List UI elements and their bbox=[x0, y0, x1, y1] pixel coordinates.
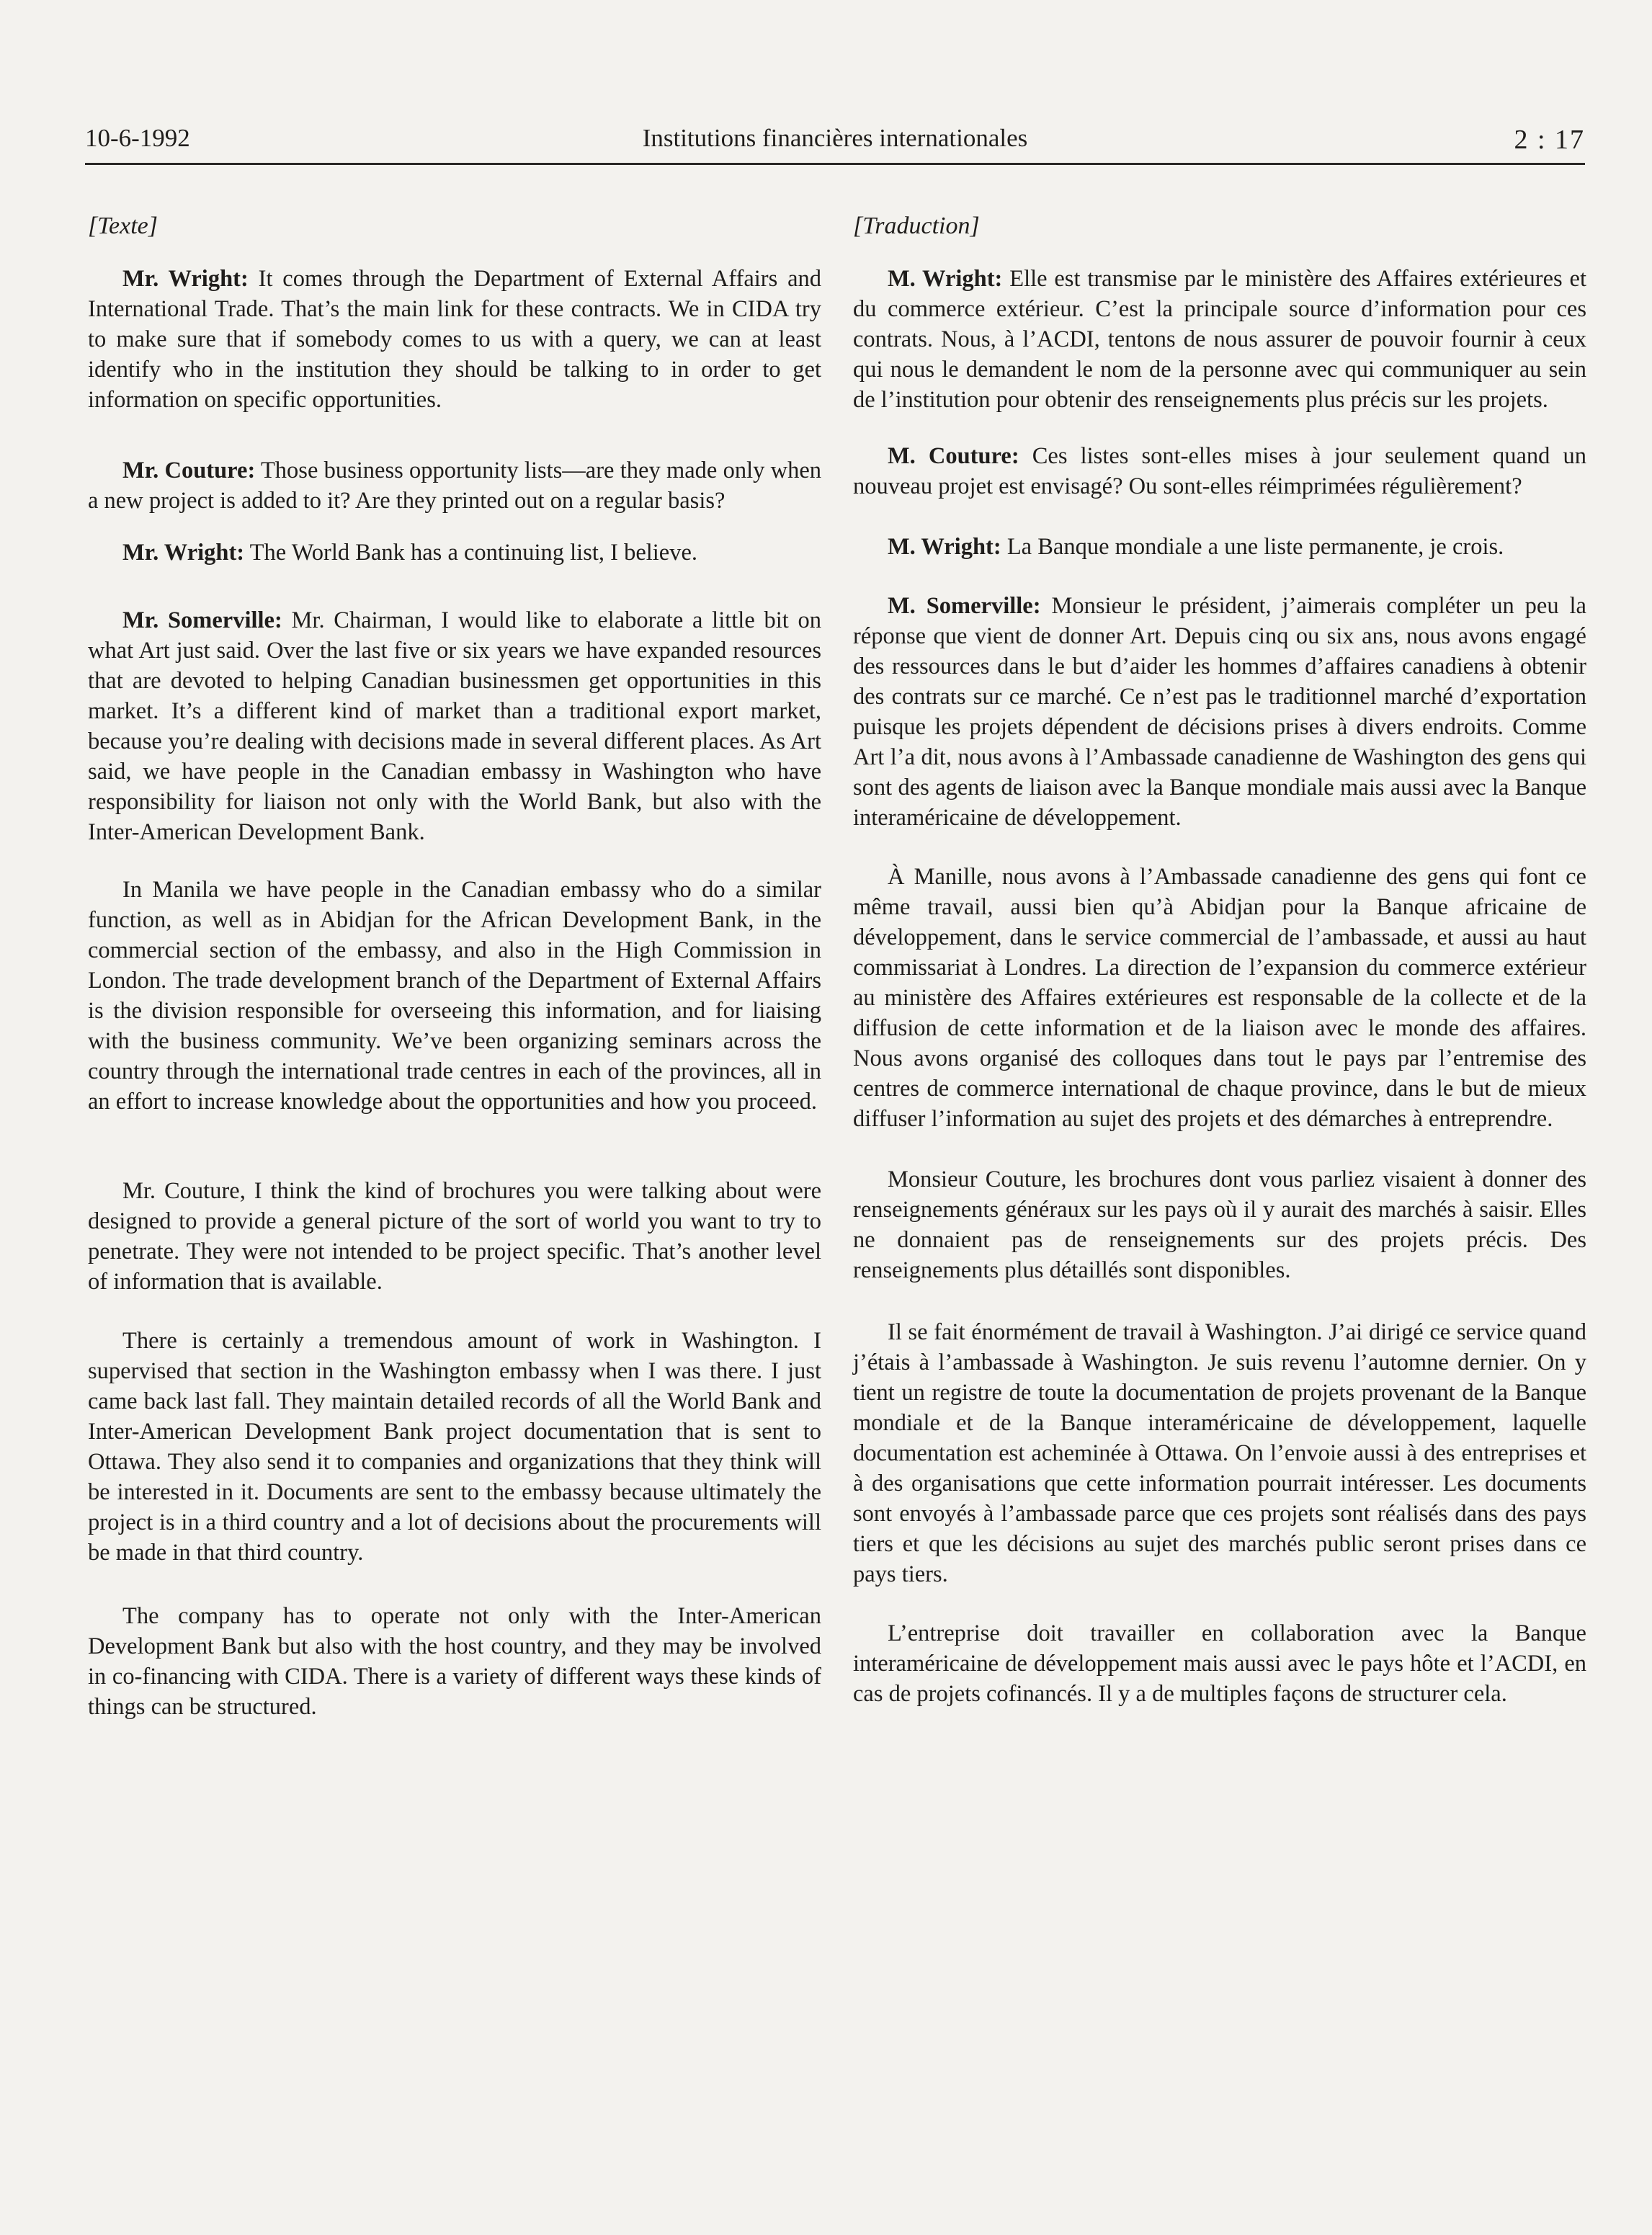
speaker-name: Mr. Wright: bbox=[122, 266, 249, 292]
french-paragraph-5: À Manille, nous avons à l’Ambassade canadienne des gens qui font ce même travail, aussi bien qu’à Abidjan pour la Banque africaine de développement, dans le service commercial de l’ambassade, et aussi au haut commissariat à Londres. La direction de l’expansion du commerce extérieur au ministère des Affaires extérieures est responsable de la collecte et de la diffusion de cette information et de la liaison avec le monde des affaires. Nous avons organisé des colloques dans tout le pays par l’entremise des centres de commerce international de chaque province, dans le but de mieux diffuser l’information au sujet des projets et des démarches à entreprendre. bbox=[853, 864, 1586, 1132]
speech-text: Monsieur le président, j’aimerais compléter un peu la réponse que vient de donner Art. Depuis cinq ou six ans, nous avons engagé des ressources dans le but d’aider les hommes d’affaires canadiens à obtenir des contrats sur ce marché. Ce n’est pas le traditionnel marché d’exportation puisque les projets dépendent de décisions prises à divers endroits. Comme Art l’a dit, nous avons à l’Ambassade canadienne de Washington des gens qui sont des agents de liaison avec la Banque mondiale mais aussi avec la Banque interaméricaine de développement. bbox=[853, 593, 1586, 831]
speaker-name: M. Wright: bbox=[888, 266, 1003, 292]
english-paragraph-8: The company has to operate not only with the Inter-American Development Bank but also with the host country, and they may be involved in co-financing with CIDA. There is a variety of different ways these kinds of things can be structured. bbox=[88, 1603, 821, 1720]
speech-text: Mr. Chairman, I would like to elaborate a little bit on what Art just said. Over the last five or six years we have expanded resources that are devoted to helping Canadian businessmen get opportunities in this market. It’s a different kind of market than a traditional export market, because you’re dealing with decisions made in several different places. As Art said, we have people in the Canadian embassy in Washington who have responsibility for liaison not only with the World Bank, but also with the Inter-American Development Bank. bbox=[88, 607, 822, 845]
speech-text: La Banque mondiale a une liste permanente, je crois. bbox=[1001, 534, 1504, 560]
speaker-name: Mr. Couture: bbox=[122, 458, 256, 483]
english-paragraph-5: In Manila we have people in the Canadian embassy who do a similar function, as well as in Abidjan for the African Development Bank, in the commercial section of the embassy, and also in the High Commission in London. The trade development branch of the Department of External Affairs is the division responsible for overseeing this information, and for liaising with the business community. We’ve been organizing seminars across the country through the international trade centres in each of the provinces, all in an effort to increase knowledge about the opportunities and how you proceed. bbox=[88, 877, 821, 1115]
english-paragraph-4 bbox=[88, 605, 821, 847]
english-paragraph-7: There is certainly a tremendous amount of work in Washington. I supervised that section in the Washington embassy when I was there. I just came back last fall. They maintain detailed records of all the World Bank and Inter-American Development Bank project documentation that is sent to Ottawa. They also send it to companies and organizations that they think will be interested in it. Documents are sent to the embassy because ultimately the project is in a third country and a lot of decisions about the procurements will be made in that third country. bbox=[88, 1328, 821, 1566]
french-paragraph-3 bbox=[853, 532, 1586, 562]
speech-text: Elle est transmise par le ministère des Affaires extérieures et du commerce extérieur. C’est la principale source d’information pour ces contrats. Nous, à l’ACDI, tentons de nous assurer de pouvoir fournir à ceux qui nous le demandent le nom de la personne avec qui communiquer au sein de l’institution pour obtenir des renseignements plus précis sur les projets. bbox=[853, 266, 1586, 413]
french-paragraph-8: L’entreprise doit travailler en collaboration avec la Banque interaméricaine de développement mais aussi avec le pays hôte et l’ACDI, en cas de projets cofinancés. Il y a de multiples façons de structurer cela. bbox=[853, 1620, 1586, 1707]
french-paragraph-6: Monsieur Couture, les brochures dont vous parliez visaient à donner des renseignements généraux sur les pays où il y aurait des marchés à saisir. Elles ne donnaient pas de renseignements sur des projets précis. Des renseignements plus détaillés sont disponibles. bbox=[853, 1166, 1586, 1283]
page-header bbox=[85, 122, 1585, 165]
speech-text: Ces listes sont-elles mises à jour seulement quand un nouveau projet est envisagé? Ou sont-elles réimprimées régulièrement? bbox=[853, 443, 1586, 499]
english-paragraph-3 bbox=[88, 537, 821, 568]
header-title: Institutions financières internationales bbox=[642, 124, 1028, 152]
french-paragraph-4 bbox=[853, 591, 1586, 833]
speaker-name: M. Somerville: bbox=[888, 593, 1041, 619]
header-date: 10-6-1992 bbox=[85, 124, 190, 152]
speech-text: Those business opportunity lists—are they made only when a new project is added to it? Are they printed out on a regular basis? bbox=[88, 458, 821, 514]
speaker-name: Mr. Somerville: bbox=[122, 607, 282, 633]
english-paragraph-1 bbox=[88, 264, 821, 415]
french-paragraph-2 bbox=[853, 441, 1586, 501]
speech-text: It comes through the Department of External Affairs and International Trade. That’s the main link for these contracts. We in CIDA try to make sure that if somebody comes to us with a query, we can at least identify who in the institution they should be talking to in order to get information on specific opportunities. bbox=[88, 266, 821, 413]
header-page-number: 2 : 17 bbox=[1514, 125, 1585, 155]
french-paragraph-7: Il se fait énormément de travail à Washington. J’ai dirigé ce service quand j’étais à l’ambassade à Washington. Je suis revenu l’automne dernier. On y tient un registre de toute la documentation de projets provenant de la Banque mondiale et de la Banque interaméricaine de développement, laquelle documentation est acheminée à Ottawa. On l’envoie aussi à des entreprises et à des organisations que cette information pourrait intéresser. Les documents sont envoyés à l’ambassade parce que ces projets sont réalisés dans des pays tiers et que les décisions au sujet des marchés public seront prises dans ce pays tiers. bbox=[853, 1319, 1586, 1587]
french-column-label: [Traduction] bbox=[853, 213, 980, 239]
english-paragraph-2 bbox=[88, 455, 821, 516]
english-column bbox=[88, 210, 821, 1722]
speech-text: The World Bank has a continuing list, I believe. bbox=[244, 540, 698, 566]
french-paragraph-1 bbox=[853, 264, 1586, 415]
speaker-name: M. Couture: bbox=[888, 443, 1019, 469]
english-column-label: [Texte] bbox=[88, 213, 158, 239]
speaker-name: Mr. Wright: bbox=[122, 540, 245, 566]
french-column bbox=[853, 210, 1586, 1709]
english-paragraph-6: Mr. Couture, I think the kind of brochures you were talking about were designed to provide a general picture of the sort of world you want to try to penetrate. They were not intended to be project specific. That’s another level of information that is available. bbox=[88, 1178, 821, 1295]
speaker-name: M. Wright: bbox=[888, 534, 1001, 560]
